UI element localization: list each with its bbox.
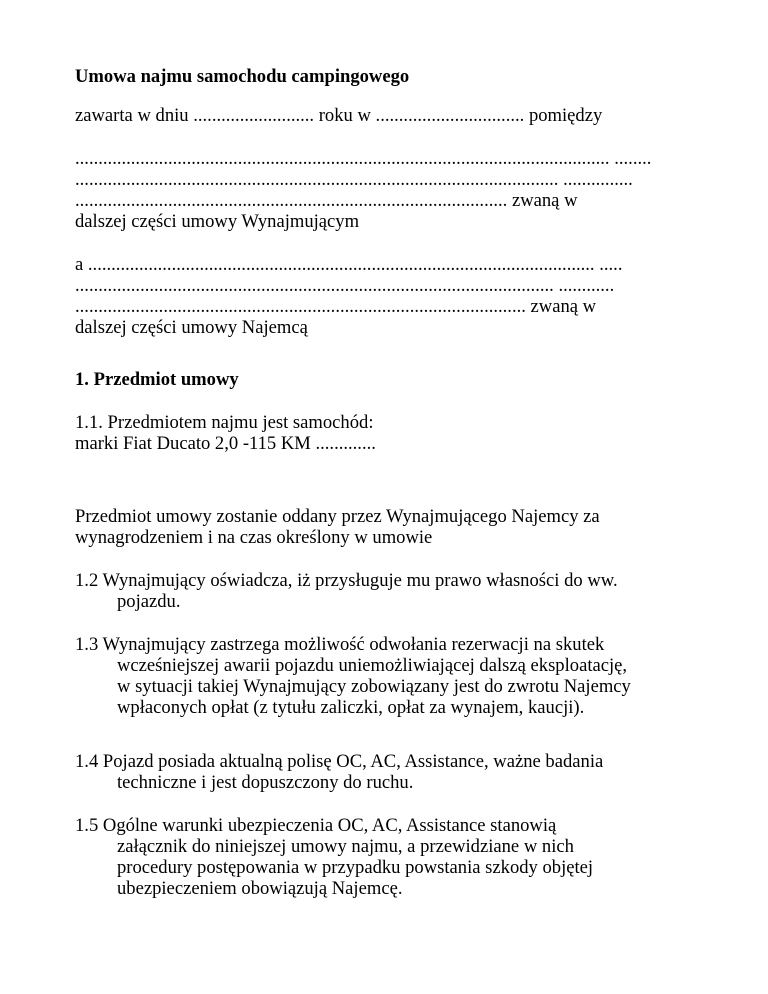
- clause-1-4-first-line: 1.4 Pojazd posiada aktualną polisę OC, AC, Assistance, ważne badania: [75, 751, 604, 772]
- section-heading: 1. Przedmiot umowy: [75, 369, 239, 390]
- clause-1-3-line: w sytuacji takiej Wynajmujący zobowiązany jest do zwrotu Najemcy: [117, 676, 631, 697]
- clause-1-3-line: wpłaconych opłat (z tytułu zaliczki, opłat za wynajem, kaucji).: [117, 697, 585, 718]
- party1-line-1: ................................................................................................................... ........: [75, 148, 652, 169]
- clause-1-2-line: pojazdu.: [117, 591, 181, 612]
- clause-1-5-line: procedury postępowania w przypadku powstania szkody objętej: [117, 857, 594, 878]
- clause-1-5: [75, 815, 700, 899]
- clause-1-3-line: wcześniejszej awarii pojazdu uniemożliwiającej dalszą eksploatację,: [117, 655, 628, 676]
- transfer-line-1: Przedmiot umowy zostanie oddany przez Wynajmującego Najemcy za: [75, 506, 600, 527]
- clause-1-5-line: załącznik do niniejszej umowy najmu, a przewidziane w nich: [117, 836, 574, 857]
- document-title: Umowa najmu samochodu campingowego: [75, 66, 410, 87]
- transfer-line-2: wynagrodzeniem i na czas określony w umowie: [75, 527, 433, 548]
- clause-1-2-first-line: 1.2 Wynajmujący oświadcza, iż przysługuje mu prawo własności do ww.: [75, 570, 618, 591]
- party2-line-4: dalszej części umowy Najemcą: [75, 317, 308, 338]
- contract-intro-line: zawarta w dniu .......................... roku w ................................ pomiędzy: [75, 105, 603, 126]
- party2-line-2: ....................................................................................................... ............: [75, 275, 615, 296]
- clause-1-1-line-1: 1.1. Przedmiotem najmu jest samochód:: [75, 412, 374, 433]
- clause-1-2: [75, 570, 700, 612]
- clause-1-5-line: ubezpieczeniem obowiązują Najemcę.: [117, 878, 403, 899]
- party2-line-3: ................................................................................................. zwaną w: [75, 296, 597, 317]
- party2-line-1: a ............................................................................................................. .....: [75, 254, 623, 275]
- clause-1-3: [75, 634, 700, 718]
- party1-line-2: ........................................................................................................ ...............: [75, 169, 633, 190]
- party1-line-4: dalszej części umowy Wynajmującym: [75, 211, 360, 232]
- clause-1-1-line-2: marki Fiat Ducato 2,0 -115 KM .............: [75, 433, 376, 454]
- clause-1-3-first-line: 1.3 Wynajmujący zastrzega możliwość odwołania rezerwacji na skutek: [75, 634, 605, 655]
- clause-1-4-line: techniczne i jest dopuszczony do ruchu.: [117, 772, 414, 793]
- party1-line-3: ............................................................................................. zwaną w: [75, 190, 578, 211]
- clause-1-4: [75, 751, 700, 793]
- clause-1-5-first-line: 1.5 Ogólne warunki ubezpieczenia OC, AC, Assistance stanowią: [75, 815, 557, 836]
